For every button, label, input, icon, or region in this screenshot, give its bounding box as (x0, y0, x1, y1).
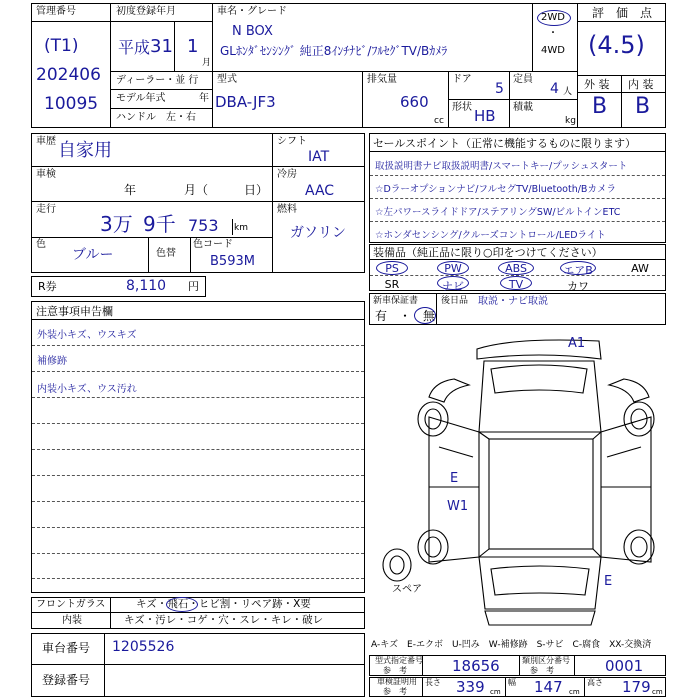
divider (110, 597, 111, 629)
chassis-value: 1205526 (112, 639, 175, 655)
divider (148, 237, 149, 273)
divider (369, 151, 666, 152)
first-reg-era: 平成 (118, 38, 151, 57)
type-value: DBA-JF3 (215, 93, 276, 111)
car-rear (479, 557, 601, 609)
length-label: 長さ (425, 678, 441, 687)
interior-cond-value: キズ・汚レ・コゲ・穴・スレ・キレ・破レ (124, 614, 324, 626)
divider (32, 423, 364, 424)
shape-value: HB (474, 107, 496, 125)
r-ticket-label: R券 (38, 280, 57, 293)
first-reg-year: 31 (150, 36, 173, 57)
inspection-label: 車検 (36, 169, 56, 180)
note-line: 外装小キズ、ウスキズ (37, 330, 137, 341)
spare-tire (383, 549, 411, 581)
damage-mark-w1: W1 (447, 499, 469, 514)
category-sub: 参 考 (530, 666, 554, 675)
divider (370, 175, 665, 176)
exterior-label: 外 装 (584, 78, 610, 91)
type-designation-sub: 参 考 (383, 666, 407, 675)
aircon-value: AAC (305, 183, 335, 199)
inspection-year-unit: 年 (124, 183, 137, 197)
sales-point-line: ☆Dラーオプションナビ/フルセグTV/Bluetooth/Bカメラ (375, 184, 616, 195)
divider (174, 21, 175, 71)
car-hood (479, 361, 601, 432)
divider (621, 75, 622, 128)
divider (422, 677, 423, 697)
displacement-unit: cc (434, 116, 444, 126)
damage-mark-a1: A1 (568, 336, 586, 351)
type-designation-label: 型式指定番号 (375, 656, 423, 665)
front-glass-circle (166, 597, 198, 612)
interior-cond-label: 内装 (62, 615, 82, 626)
equipment-sr: SR (384, 278, 400, 291)
type-designation-value: 18656 (452, 657, 500, 675)
interior-label: 内 装 (628, 78, 654, 91)
divider (32, 501, 364, 502)
first-reg-month: 1 (187, 36, 199, 57)
car-roof (489, 439, 593, 549)
wheel-front-left (418, 402, 448, 436)
divider (110, 108, 212, 109)
r-ticket-section (31, 276, 206, 297)
divider (436, 293, 437, 325)
divider (505, 677, 506, 697)
color-code-value: B593M (210, 254, 255, 269)
model-year-unit: 年 (199, 93, 209, 104)
drive-4wd: 4WD (541, 45, 565, 56)
wheel-rear-right (624, 530, 654, 564)
equipment-pw: PW (444, 262, 462, 275)
equipment-aw: AW (631, 262, 649, 275)
doors-value: 5 (495, 81, 504, 97)
post-label: 後日品 (441, 296, 469, 306)
divider (232, 219, 233, 235)
control-number-code: (T1) (44, 36, 79, 56)
control-number-1: 202406 (36, 65, 101, 85)
wheel-rear-left (418, 530, 448, 564)
front-glass-value: キズ・飛石・ヒビ割・リペア跡・X要 (136, 598, 311, 610)
handle-label: ハンドル 左・右 (116, 112, 196, 123)
exterior-grade: B (592, 94, 608, 119)
notes-title: 注意事項申告欄 (36, 305, 113, 318)
displacement-value: 660 (400, 93, 429, 111)
load-unit: kg (565, 116, 576, 126)
displacement-label: 排気量 (367, 74, 397, 85)
chassis-label: 車台番号 (42, 641, 91, 655)
capacity-value: 4 (550, 81, 559, 97)
height-unit: cm (652, 688, 663, 696)
divider (448, 99, 577, 100)
capacity-unit: 人 (563, 87, 573, 97)
equipment-ps: PS (385, 262, 399, 275)
shape-label: 形状 (452, 102, 472, 113)
damage-mark-e1: E (450, 471, 459, 486)
registration-label: 登録番号 (42, 673, 91, 687)
dealer-label: ディーラー・並 行 (116, 75, 199, 86)
divider (110, 89, 212, 90)
divider (31, 21, 110, 22)
inspection-day-unit: 日） (244, 183, 269, 197)
length-unit: cm (490, 688, 501, 696)
car-rear-window (491, 566, 589, 595)
r-ticket-value: 8,110 (126, 278, 167, 294)
post-value: 取説・ナビ取説 (478, 296, 548, 307)
length-value: 339 (456, 678, 485, 696)
sales-point-line: ☆左パワースライドドア/ステアリングSW/ビルトインETC (375, 207, 621, 218)
divider (519, 655, 520, 676)
color-label: 色 (36, 239, 46, 250)
score-label: 評 価 点 (592, 6, 653, 20)
warranty-circle (414, 307, 436, 324)
model-name: N BOX (232, 24, 273, 39)
mileage-unit: km (234, 223, 248, 233)
divider (32, 449, 364, 450)
first-reg-label: 初度登録年月 (116, 6, 176, 17)
divider (32, 371, 364, 372)
height-label: 高さ (587, 678, 603, 687)
car-rear-bumper (485, 611, 595, 625)
divider (110, 21, 212, 22)
car-right-mirror (609, 379, 649, 402)
control-number-label: 管理番号 (36, 6, 76, 17)
divider (32, 578, 364, 579)
divider (32, 345, 364, 346)
color-value: ブルー (72, 247, 114, 263)
model-grade: GLﾎﾝﾀﾞｾﾝｼﾝｸﾞ 純正8ｲﾝﾁﾅﾋﾞ/ﾌﾙｾｸﾞTV/Bｶﾒﾗ (220, 44, 448, 58)
divider (584, 677, 585, 697)
model-label: 車名・グレード (217, 6, 287, 17)
capacity-label: 定員 (513, 74, 533, 85)
r-ticket-unit: 円 (188, 280, 199, 293)
divider (31, 612, 365, 613)
width-label: 幅 (508, 678, 516, 687)
divider (577, 21, 666, 22)
color-change-label: 色替 (156, 248, 176, 259)
damage-legend: A-キズ E-エクボ U-凹み W-補修跡 S-サビ C-腐食 XX-交換済 (371, 640, 652, 650)
divider (32, 527, 364, 528)
divider (370, 198, 665, 199)
divider (104, 633, 105, 697)
width-value: 147 (534, 678, 563, 696)
interior-grade: B (635, 94, 651, 119)
car-windshield (491, 365, 587, 393)
equipment-title: 装備品（純正品に限り○印をつけてください） (373, 246, 603, 259)
car-left-side (429, 417, 479, 562)
divider (212, 3, 213, 128)
divider (31, 319, 365, 320)
divider (272, 133, 273, 273)
divider (32, 475, 364, 476)
equipment-leather: カワ (567, 280, 589, 293)
sales-points-title: セールスポイント（正常に機能するものに限ります） (373, 137, 637, 150)
cert-sub: 参 考 (383, 687, 407, 696)
cert-label: 車検証明用 (377, 677, 417, 686)
history-label: 車歴 (36, 136, 56, 147)
type-label: 型式 (217, 74, 237, 85)
height-value: 179 (622, 678, 651, 696)
car-right-side (601, 417, 651, 562)
model-year-label: モデル年式 (116, 93, 166, 104)
score-value: (4.5) (588, 31, 645, 59)
divider (32, 397, 364, 398)
shift-label: シフト (277, 136, 307, 147)
aircon-label: 冷房 (277, 169, 297, 180)
note-line: 内装小キズ、ウス汚れ (37, 384, 137, 395)
mileage-value-rest: 753 (188, 216, 219, 235)
divider (370, 221, 665, 222)
warranty-value: 有 ・ 無 (375, 309, 436, 323)
first-reg-month-unit: 月 (202, 58, 212, 68)
inspection-month-unit: 月（ (184, 183, 209, 197)
mileage-value-man: 3万 (100, 212, 133, 236)
history-value: 自家用 (58, 140, 112, 161)
fuel-label: 燃料 (277, 204, 297, 215)
note-line: 補修跡 (37, 356, 67, 367)
divider (31, 664, 365, 665)
divider (110, 71, 212, 72)
control-number-2: 10095 (44, 94, 99, 114)
mileage-label: 走行 (36, 204, 56, 215)
divider (574, 655, 575, 676)
sales-point-line: ☆ホンダセンシング/クルーズコントロール/LEDライト (375, 230, 606, 241)
divider (577, 92, 666, 93)
equipment-tv: TV (508, 278, 524, 291)
warranty-label: 新車保証書 (373, 296, 419, 306)
drive-dot: ・ (548, 28, 558, 39)
sales-point-line: 取扱説明書ナビ取扱説明書/スマートキー/プッシュスタート (375, 161, 628, 172)
damage-mark-e2: E (604, 574, 613, 589)
divider (31, 166, 365, 167)
shift-value: IAT (308, 149, 330, 165)
front-glass-label: フロントガラス (36, 599, 106, 610)
width-unit: cm (569, 688, 580, 696)
divider (532, 3, 533, 71)
mileage-value-sen: 9千 (143, 212, 176, 236)
doors-label: ドア (452, 74, 472, 85)
divider (31, 201, 365, 202)
divider (212, 71, 577, 72)
load-label: 積載 (513, 102, 533, 113)
divider (31, 237, 272, 238)
category-value: 0001 (605, 657, 644, 675)
divider (369, 259, 666, 260)
divider (32, 553, 364, 554)
spare-label: スペア (392, 584, 422, 595)
drive-2wd: 2WD (541, 12, 565, 23)
divider (362, 71, 363, 128)
equipment-abs: ABS (505, 262, 527, 275)
equipment-navi: ナビ (442, 280, 464, 293)
category-label: 類別区分番号 (522, 656, 570, 665)
equipment-airbag: エアB (563, 264, 593, 277)
color-code-label: 色コード (193, 239, 233, 250)
wheel-front-right (624, 402, 654, 436)
fuel-value: ガソリン (290, 225, 346, 241)
car-left-mirror (429, 379, 469, 402)
divider (190, 237, 191, 273)
